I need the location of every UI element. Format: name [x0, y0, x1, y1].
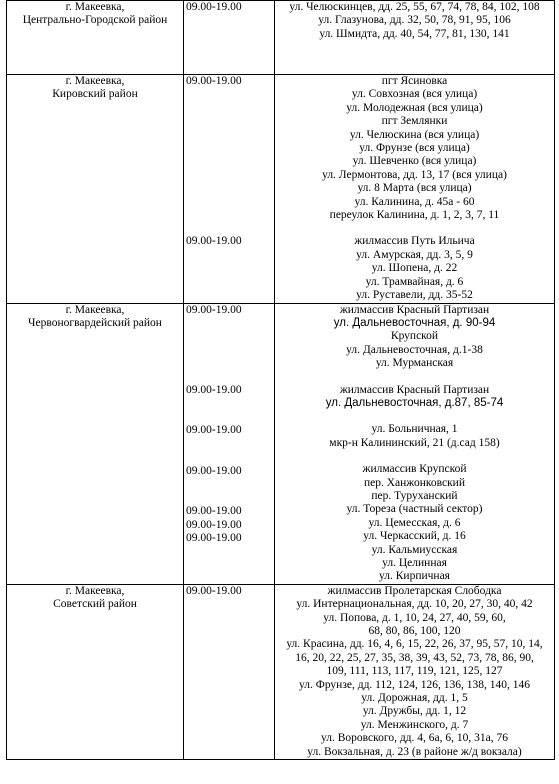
address-line: ул. Челюскинцев, дд. 25, 55, 67, 74, 78, 84, 102, 108	[289, 1, 540, 13]
address-line: ул. Фрунзе, дд. 112, 124, 126, 136, 138, 140, 146	[299, 678, 530, 691]
address-line: ул. Лермонтова, дд. 13, 17 (вся улица)	[322, 168, 507, 181]
address-line: ул. Красина, дд. 16, 4, 6, 15, 22, 26, 37, 95, 57, 10, 14,	[286, 638, 543, 651]
address-line: ул. Мурманская	[375, 357, 454, 370]
address-line: 109, 111, 113, 117, 119, 121, 125, 127	[326, 665, 503, 678]
district-name: Кировский район	[52, 88, 138, 101]
address-line: ул. Черкасский, д. 16	[363, 530, 466, 543]
time-cell	[184, 584, 275, 759]
time-value: 09.00-19.00	[186, 531, 242, 544]
address-cell	[275, 303, 555, 584]
address-line: ул. Молодежная (вся улица)	[346, 101, 483, 114]
address-line: ул. Руставели, дд. 35-52	[356, 289, 473, 302]
address-line: пер. Ханжонковский	[363, 476, 465, 489]
address-line: ул. Кальмиусская	[371, 543, 458, 556]
time-value: 09.00-19.00	[186, 464, 242, 477]
address-line: ул. Шопена, д. 22	[371, 262, 458, 275]
address-line: мкр-н Калининский, 21 (д.сад 158)	[329, 436, 500, 449]
time-value: 09.00-19.00	[186, 584, 242, 597]
district-city: г. Макеевка,	[65, 75, 125, 87]
district-cell	[7, 1, 184, 75]
address-line: ул. Тореза (частный сектор)	[346, 503, 483, 516]
address-line: жилмассив Красный Партизан	[339, 383, 490, 396]
address-line: пер. Туруханский	[371, 489, 458, 502]
address-line: ул. Дальневосточная, д. 90-94	[333, 316, 496, 329]
address-line: жилмассив Крупской	[362, 463, 467, 476]
address-line: 16, 20, 22, 25, 27, 35, 38, 39, 43, 52, 73, 78, 86, 90,	[295, 651, 534, 664]
district-city: г. Макеевка,	[65, 584, 125, 597]
address-line: ул. Глазунова, дд. 32, 50, 78, 91, 95, 106	[318, 14, 511, 27]
time-value: 09.00-19.00	[186, 235, 242, 248]
address-line: ул. Больничная, 1	[371, 423, 458, 436]
address-cell	[275, 1, 555, 75]
address-line: жилмассив Путь Ильича	[354, 235, 475, 248]
time-value: 09.00-19.00	[186, 505, 242, 518]
address-line: ул. Дальневосточная, д.87, 85-74	[325, 396, 504, 409]
table-row	[7, 584, 555, 759]
address-line: ул. Амурская, дд. 3, 5, 9	[356, 248, 473, 261]
district-city: г. Макеевка,	[65, 1, 125, 13]
address-line: ул. Интернациональная, дд. 10, 20, 27, 30, 40, 42	[296, 598, 533, 611]
address-line: ул. Совхозная (вся улица)	[351, 88, 478, 101]
address-line: ул. Трамвайная, д. 6	[365, 275, 464, 288]
address-line: ул. Дружбы, дд. 1, 12	[362, 705, 467, 718]
address-line: пгт Землянки	[381, 115, 448, 128]
address-line: ул. Шевченко (вся улица)	[352, 155, 477, 168]
address-line: ул. 8 Марта (вся улица)	[357, 182, 472, 195]
time-value: 09.00-19.00	[186, 75, 242, 87]
address-line: жилмассив Красный Партизан	[339, 303, 490, 316]
district-cell	[7, 75, 184, 304]
address-line: ул. Фрунзе (вся улица)	[359, 142, 470, 155]
time-value: 09.00-19.00	[186, 518, 242, 531]
address-line: ул. Дорожная, дд. 1, 5	[361, 692, 468, 705]
time-cell	[184, 75, 275, 304]
time-value: 09.00-19.00	[186, 383, 242, 396]
address-line: ул. Попова, д. 1, 10, 24, 27, 40, 59, 60,	[323, 611, 506, 624]
address-line: ул. Шмидта, дд. 40, 54, 77, 81, 130, 141	[319, 27, 510, 40]
address-line: ул. Цемесская, д. 6	[368, 516, 461, 529]
address-line: пгт Ясиновка	[381, 75, 448, 87]
district-name: Советский район	[53, 598, 137, 611]
time-cell	[184, 303, 275, 584]
table-row	[7, 303, 555, 584]
address-line: Крупской	[390, 330, 439, 343]
district-cell	[7, 303, 184, 584]
district-cell	[7, 584, 184, 759]
address-line: жилмассив Пролетарская Слободка	[327, 584, 502, 597]
table-row	[7, 75, 555, 304]
time-value: 09.00-19.00	[186, 303, 242, 316]
schedule-table	[6, 0, 555, 760]
address-line: ул. Целинная	[382, 557, 447, 569]
address-line: ул. Воровского, дд. 4, 6а, 6, 10, 31а, 76	[321, 732, 508, 745]
address-line: 68, 80, 86, 100, 120	[368, 625, 461, 638]
address-line: ул. Калинина, д. 45а - 60	[354, 195, 475, 208]
address-cell	[275, 584, 555, 759]
address-line: ул. Челюскина (вся улица)	[349, 128, 480, 141]
district-city: г. Макеевка,	[65, 303, 125, 316]
district-name: Центрально-Городской район	[22, 14, 168, 27]
time-value: 09.00-19.00	[186, 424, 242, 437]
district-name: Червоногвардейский район	[28, 316, 162, 329]
time-value: 09.00-19.00	[186, 1, 242, 13]
address-cell	[275, 75, 555, 304]
address-line: переулок Калинина, д. 1, 2, 3, 7, 11	[329, 209, 500, 222]
address-line: ул. Кирпичная	[379, 570, 450, 583]
address-line: ул. Менжинского, д. 7	[360, 718, 469, 731]
time-cell	[184, 1, 275, 75]
address-line: ул. Вокзальная, д. 23 (в районе ж/д вокзала)	[307, 745, 522, 758]
table-row	[7, 1, 555, 75]
address-line: ул. Дальневосточная, д.1-38	[346, 343, 483, 356]
